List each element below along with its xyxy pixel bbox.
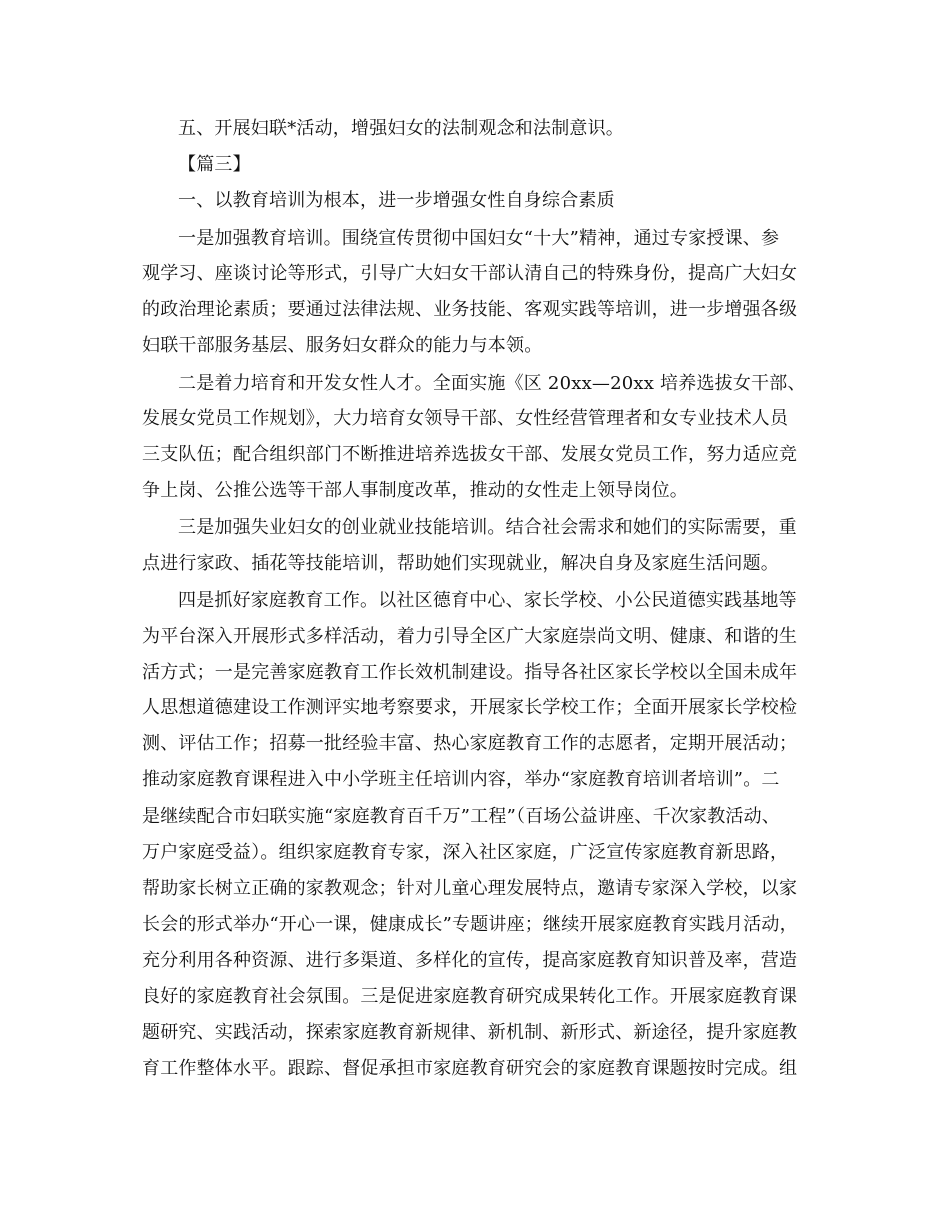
text-line: 长会的形式举办“开心一课，健康成长”专题讲座；继续开展家庭教育实践月活动，	[142, 914, 798, 935]
text-line: 充分利用各种资源、进行多渠道、多样化的宣传，提高家庭教育知识普及率，营造	[142, 950, 798, 971]
text-line: 为平台深入开展形式多样活动，着力引导全区广大家庭崇尚文明、健康、和谐的生	[142, 626, 798, 647]
text-line: 三支队伍；配合组织部门不断推进培养选拔女干部、发展女党员工作，努力适应竞	[142, 444, 798, 465]
text-line: 点进行家政、插花等技能培训，帮助她们实现就业，解决自身及家庭生活问题。	[142, 553, 779, 574]
text-line: 三是加强失业妇女的创业就业技能培训。结合社会需求和她们的实际需要，重	[178, 517, 797, 538]
text-line: 人思想道德建设工作测评实地考察要求，开展家长学校工作；全面开展家长学校检	[142, 697, 798, 718]
text-line: 良好的家庭教育社会氛围。三是促进家庭教育研究成果转化工作。开展家庭教育课	[142, 986, 798, 1007]
text-line: 发展女党员工作规划》，大力培育女领导干部、女性经营管理者和女专业技术人员	[142, 408, 789, 429]
text-line: 五、开展妇联*活动，增强妇女的法制观念和法制意识。	[178, 118, 624, 139]
text-line: 测、评估工作；招募一批经验丰富、热心家庭教育工作的志愿者，定期开展活动；	[142, 733, 798, 754]
text-line: 争上岗、公推公选等干部人事制度改革，推动的女性走上领导岗位。	[142, 480, 688, 501]
text-line: 题研究、实践活动，探索家庭教育新规律、新机制、新形式、新途径，提升家庭教	[142, 1022, 798, 1043]
text-line: 万户家庭受益）。组织家庭教育专家，深入社区家庭，广泛宣传家庭教育新思路，	[142, 842, 789, 863]
text-line: 的政治理论素质；要通过法律法规、业务技能、客观实践等培训，进一步增强各级	[142, 299, 798, 320]
section-heading: 【篇三】	[178, 154, 251, 175]
text-line: 二是着力培育和开发女性人才。全面实施《区 20xx—20xx 培养选拔女干部、	[178, 373, 806, 394]
text-line: 帮助家长树立正确的家教观念；针对儿童心理发展特点，邀请专家深入学校，以家	[142, 878, 798, 899]
text-line: 妇联干部服务基层、服务妇女群众的能力与本领。	[142, 335, 543, 356]
text-line: 育工作整体水平。跟踪、督促承担市家庭教育研究会的家庭教育课题按时完成。组	[142, 1058, 798, 1079]
text-line: 一是加强教育培训。围绕宣传贯彻中国妇女“十大”精神，通过专家授课、参	[178, 228, 780, 249]
text-line: 活方式；一是完善家庭教育工作长效机制建设。指导各社区家长学校以全国未成年	[142, 662, 798, 683]
text-line: 推动家庭教育课程进入中小学班主任培训内容，举办“家庭教育培训者培训”。二	[142, 769, 780, 790]
text-line: 四是抓好家庭教育工作。以社区德育中心、家长学校、小公民道德实践基地等	[178, 590, 797, 611]
text-line: 观学习、座谈讨论等形式，引导广大妇女干部认清自己的特殊身份，提高广大妇女	[142, 263, 798, 284]
text-line: 一、以教育培训为根本，进一步增强女性自身综合素质	[178, 190, 615, 211]
text-line: 是继续配合市妇联实施“家庭教育百千万”工程”（百场公益讲座、千次家教活动、	[142, 806, 781, 827]
